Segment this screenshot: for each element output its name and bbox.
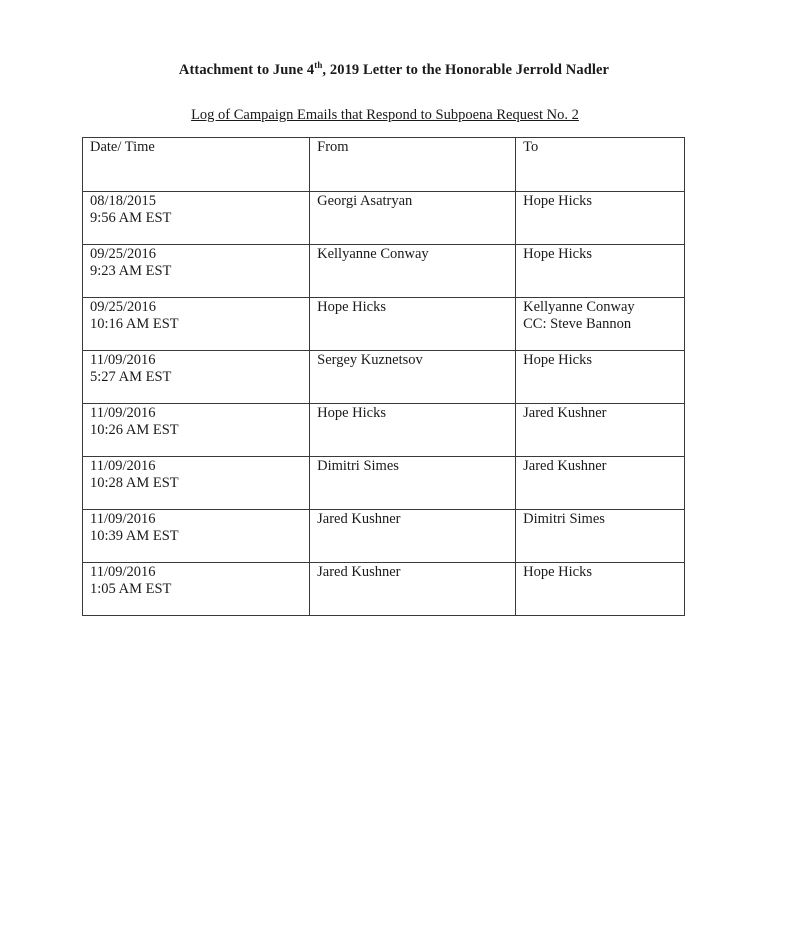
email-time: 10:28 AM EST xyxy=(90,475,179,491)
document-title xyxy=(0,62,788,79)
email-date: 09/25/2016 xyxy=(90,299,157,315)
email-time: 9:56 AM EST xyxy=(90,210,172,226)
email-recipient: Hope Hicks xyxy=(523,246,593,262)
cell-to xyxy=(516,298,685,351)
email-date: 11/09/2016 xyxy=(90,511,156,527)
cell-from: Georgi Asatryan xyxy=(310,192,516,245)
cell-from: Jared Kushner xyxy=(310,563,516,616)
email-recipient: Jared Kushner xyxy=(523,458,607,474)
table-caption: Log of Campaign Emails that Respond to Subpoena Request No. 2 xyxy=(191,107,579,123)
table-row xyxy=(83,245,685,298)
cell-from: Sergey Kuznetsov xyxy=(310,351,516,404)
cell-from: Dimitri Simes xyxy=(310,457,516,510)
table-header-row xyxy=(83,138,685,192)
table-row xyxy=(83,404,685,457)
cell-to xyxy=(516,192,685,245)
email-recipient: Dimitri Simes xyxy=(523,511,605,527)
email-time: 1:05 AM EST xyxy=(90,581,172,597)
cell-date-time xyxy=(83,298,310,351)
cell-to xyxy=(516,457,685,510)
table-row xyxy=(83,192,685,245)
email-recipient: Hope Hicks xyxy=(523,193,593,209)
table-row xyxy=(83,457,685,510)
header-to: To xyxy=(516,138,685,192)
cell-to xyxy=(516,510,685,563)
cell-date-time xyxy=(83,351,310,404)
email-date: 08/18/2015 xyxy=(90,193,157,209)
email-log-table xyxy=(82,137,685,616)
cell-from: Jared Kushner xyxy=(310,510,516,563)
table-row xyxy=(83,298,685,351)
table-row xyxy=(83,510,685,563)
title-prefix: Attachment to June 4 xyxy=(178,62,315,78)
cell-date-time xyxy=(83,404,310,457)
header-date-time: Date/ Time xyxy=(83,138,310,192)
cell-to xyxy=(516,563,685,616)
cell-from: Kellyanne Conway xyxy=(310,245,516,298)
cell-date-time xyxy=(83,192,310,245)
title-suffix: , 2019 Letter to the Honorable Jerrold Nadler xyxy=(322,62,610,78)
email-date: 11/09/2016 xyxy=(90,405,156,421)
title-superscript: th xyxy=(314,60,323,71)
header-from: From xyxy=(310,138,516,192)
email-recipient: Kellyanne Conway xyxy=(523,299,635,315)
email-date: 11/09/2016 xyxy=(90,458,156,474)
email-time: 9:23 AM EST xyxy=(90,263,172,279)
email-cc: CC: Steve Bannon xyxy=(523,316,632,332)
cell-date-time xyxy=(83,457,310,510)
cell-date-time xyxy=(83,510,310,563)
table-row xyxy=(83,563,685,616)
cell-date-time xyxy=(83,245,310,298)
email-date: 11/09/2016 xyxy=(90,352,156,368)
email-date: 11/09/2016 xyxy=(90,564,156,580)
email-log-body xyxy=(83,138,685,616)
cell-to xyxy=(516,351,685,404)
email-time: 5:27 AM EST xyxy=(90,369,172,385)
email-time: 10:39 AM EST xyxy=(90,528,179,544)
email-time: 10:16 AM EST xyxy=(90,316,179,332)
table-row xyxy=(83,351,685,404)
cell-to xyxy=(516,245,685,298)
cell-from: Hope Hicks xyxy=(310,298,516,351)
cell-to xyxy=(516,404,685,457)
email-recipient: Hope Hicks xyxy=(523,564,593,580)
cell-from: Hope Hicks xyxy=(310,404,516,457)
email-date: 09/25/2016 xyxy=(90,246,157,262)
cell-date-time xyxy=(83,563,310,616)
email-recipient: Hope Hicks xyxy=(523,352,593,368)
email-time: 10:26 AM EST xyxy=(90,422,179,438)
email-recipient: Jared Kushner xyxy=(523,405,607,421)
